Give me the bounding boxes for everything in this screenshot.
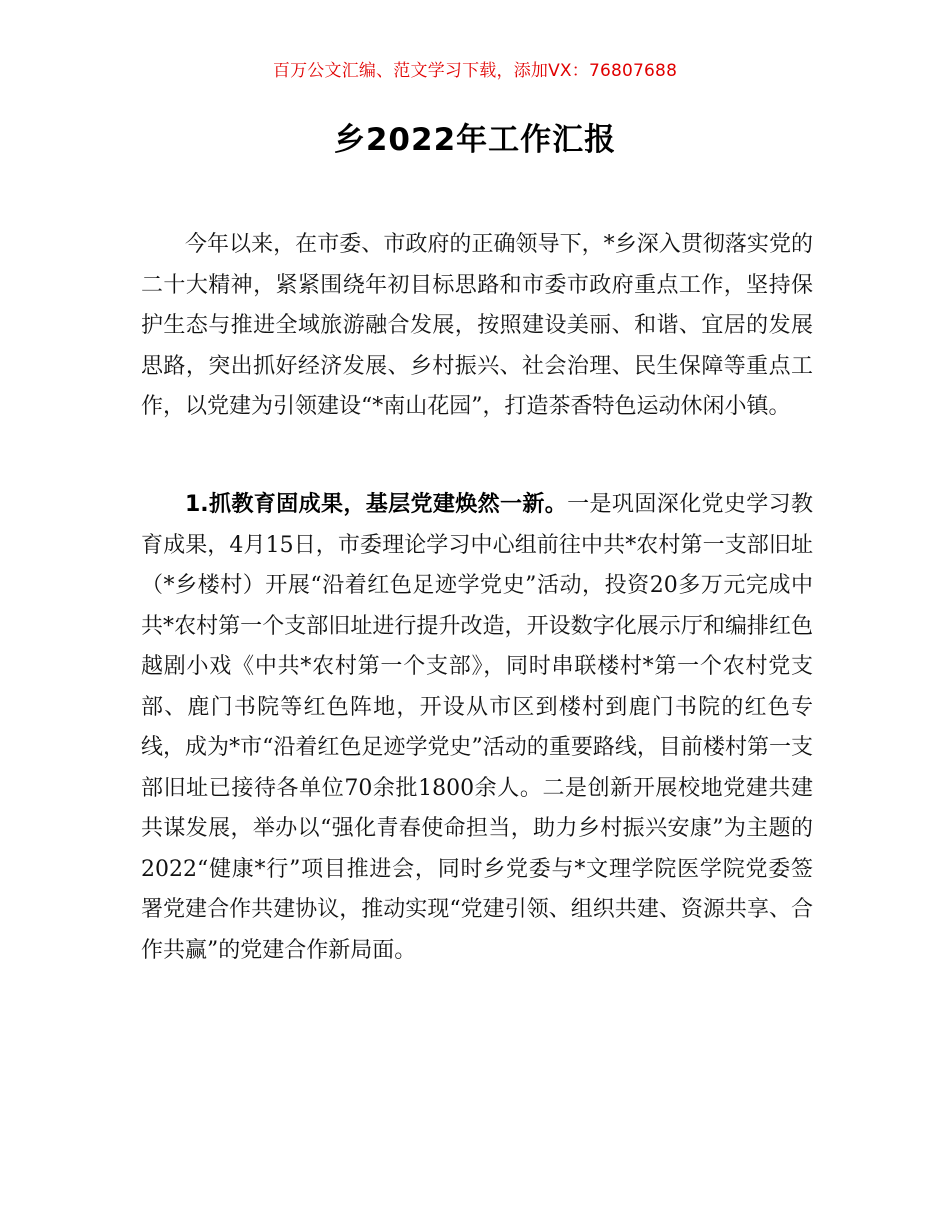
paragraph-intro-text: 今年以来，在市委、市政府的正确领导下，*乡深入贯彻落实党的二十大精神，紧紧围绕年初目标思路和市委市政府重点工作，坚持保护生态与推进全域旅游融合发展，按照建设美丽、和谐、宜居的发展思路，突出抓好经济发展、乡村振兴、社会治理、民生保障等重点工作，以党建为引领建设“*南山花园”，打造茶香特色运动休闲小镇。 — [141, 232, 813, 419]
header-ad-text: 百万公文汇编、范文学习下载，添加VX：76807688 — [272, 61, 678, 81]
paragraph-intro — [141, 225, 813, 428]
paragraph-heading: 1.抓教育固成果，基层党建焕然一新。 — [185, 492, 568, 517]
document-title: 乡2022年工作汇报 — [333, 122, 617, 158]
paragraph-party-building — [141, 485, 813, 971]
paragraph-party-building-text: 一是巩固深化党史学习教育成果，4月15日，市委理论学习中心组前往中共*农村第一支部旧址（*乡楼村）开展“沿着红色足迹学党史”活动，投资20多万元完成中共*农村第一个支部旧址进行提升改造，开设数字化展示厅和编排红色越剧小戏《中共*农村第一个支部》，同时串联楼村*第一个农村党支部、鹿门书院等红色阵地，开设从市区到楼村到鹿门书院的红色专线，成为*市“沿着红色足迹学党史”活动的重要路线，目前楼村第一支部旧址已接待各单位70余批1800余人。二是创新开展校地党建共建共谋发展，举办以“强化青春使命担当，助力乡村振兴安康”为主题的2022“健康*行”项目推进会，同时乡党委与*文理学院医学院党委签署党建合作共建协议，推动实现“党建引领、组织共建、资源共享、合作共赢”的党建合作新局面。 — [141, 492, 813, 963]
